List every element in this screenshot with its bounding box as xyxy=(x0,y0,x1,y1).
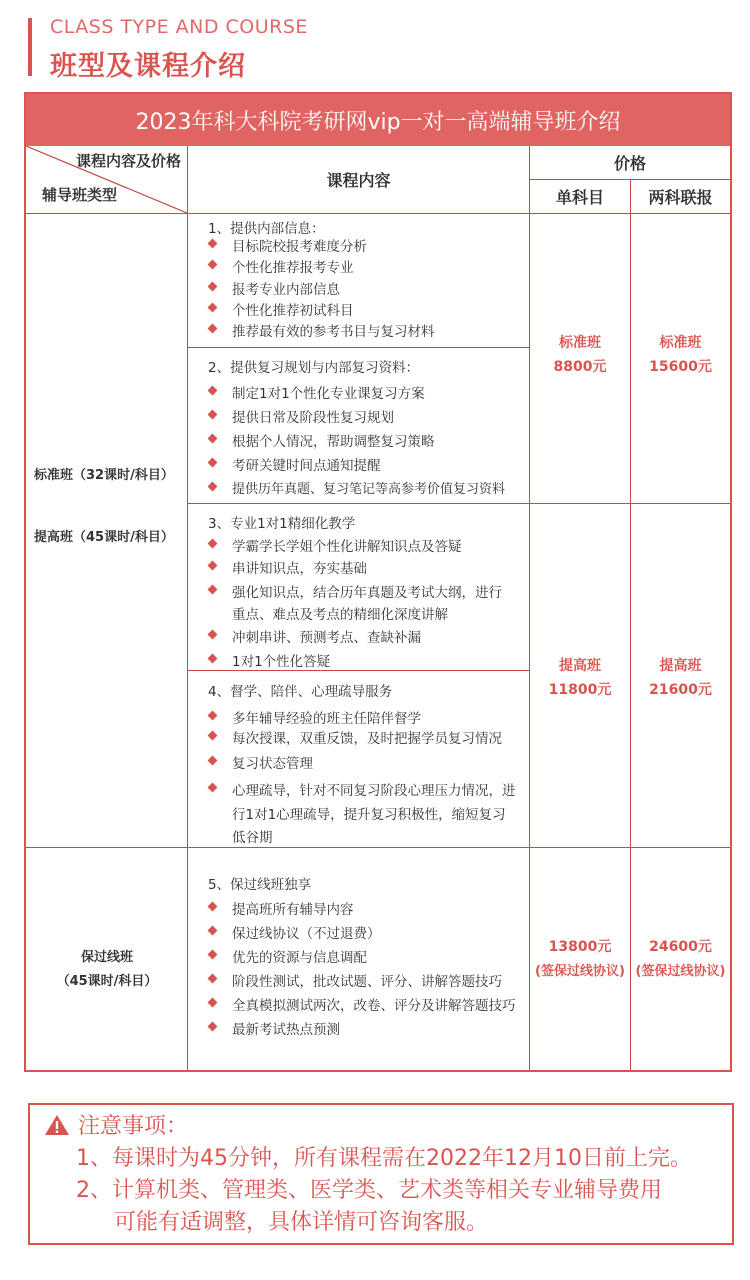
price-advanced-double xyxy=(631,504,730,848)
price-guarantee-double xyxy=(631,848,730,1070)
section-heading: 2、提供复习规划与内部复习资料： xyxy=(208,360,420,376)
price-value: 8800元 xyxy=(553,359,607,375)
list-item: 阶段性测试，批改试题、评分、讲解答题技巧 xyxy=(232,970,502,990)
diamond-bullet-icon xyxy=(208,998,218,1008)
type-standard: 标准班（32课时/科目） xyxy=(34,468,174,483)
notice-header xyxy=(44,1109,188,1140)
list-item: 强化知识点，结合历年真题及考试大纲，进行 xyxy=(232,581,502,601)
notice-line-2: 2、计算机类、管理类、医学类、艺术类等相关专业辅导费用 xyxy=(76,1178,662,1203)
table-title: 2023年科大科院考研网vip一对一高端辅导班介绍 xyxy=(26,94,730,146)
section-2 xyxy=(188,348,530,504)
list-item: 考研关键时间点通知提醒 xyxy=(232,454,381,474)
list-item: 提高班所有辅导内容 xyxy=(232,898,354,918)
list-item: 报考专业内部信息 xyxy=(232,278,340,298)
list-item: 全真模拟测试两次，改卷、评分及讲解答题技巧 xyxy=(232,994,516,1014)
section-3 xyxy=(188,504,530,671)
diamond-bullet-icon xyxy=(208,731,218,741)
diamond-bullet-icon xyxy=(208,926,218,936)
list-item-continuation: 低谷期 xyxy=(232,830,273,846)
diamond-bullet-icon xyxy=(208,324,218,334)
diamond-bullet-icon xyxy=(208,303,218,313)
section-heading: 1、提供内部信息： xyxy=(208,221,325,237)
list-item: 优先的资源与信息调配 xyxy=(232,946,367,966)
list-item: 1对1个性化答疑 xyxy=(232,650,330,670)
list-item: 个性化推荐初试科目 xyxy=(232,299,354,319)
content-header: 课程内容 xyxy=(188,146,530,214)
price-value: 21600元 xyxy=(649,682,712,698)
type-cell-standard-advanced xyxy=(26,214,188,848)
list-item: 个性化推荐报考专业 xyxy=(232,256,354,276)
diamond-bullet-icon xyxy=(208,539,218,549)
list-item: 制定1对1个性化专业课复习方案 xyxy=(232,382,425,402)
diamond-bullet-icon xyxy=(208,902,218,912)
section-title: 班型及课程介绍 xyxy=(50,51,246,82)
list-item: 串讲知识点，夯实基础 xyxy=(232,557,367,577)
list-item: 每次授课，双重反馈，及时把握学员复习情况 xyxy=(232,727,502,747)
diamond-bullet-icon xyxy=(208,783,218,793)
diamond-bullet-icon xyxy=(208,974,218,984)
diag-header-bottom: 辅导班类型 xyxy=(42,186,118,204)
diamond-bullet-icon xyxy=(208,239,218,249)
notice-box xyxy=(28,1103,734,1245)
price-advanced-single xyxy=(530,504,631,848)
price-value: 15600元 xyxy=(649,359,712,375)
list-item: 提供历年真题、复习笔记等高参考价值复习资料 xyxy=(232,478,505,497)
price-tier-name: 提高班 xyxy=(659,658,702,674)
notice-line-1: 1、每课时为45分钟，所有课程需在2022年12月10日前上完。 xyxy=(76,1146,692,1171)
list-item: 保过线协议（不过退费） xyxy=(232,922,381,942)
section-heading: 5、保过线班独享 xyxy=(208,877,312,893)
single-subject-header: 单科目 xyxy=(530,180,631,214)
diamond-bullet-icon xyxy=(208,711,218,721)
diagonal-header-cell xyxy=(26,146,188,214)
list-item: 复习状态管理 xyxy=(232,752,313,772)
type-cell-guarantee xyxy=(26,848,188,1070)
list-item: 冲刺串讲、预测考点、查缺补漏 xyxy=(232,626,421,646)
list-item: 学霸学长学姐个性化讲解知识点及答疑 xyxy=(232,535,462,555)
price-tier-name: 标准班 xyxy=(559,335,601,351)
section-4 xyxy=(188,671,530,848)
diamond-bullet-icon xyxy=(208,756,218,766)
price-standard-single xyxy=(530,214,631,504)
list-item: 目标院校报考难度分析 xyxy=(232,235,367,255)
section-1 xyxy=(188,214,530,348)
type-guarantee-hours: （45课时/科目） xyxy=(56,974,158,989)
price-note: (签保过线协议) xyxy=(535,964,625,979)
price-guarantee-single xyxy=(530,848,631,1070)
diamond-bullet-icon xyxy=(208,585,218,595)
price-header: 价格 xyxy=(530,146,730,180)
double-subject-header: 两科联报 xyxy=(631,180,730,214)
diag-header-top: 课程内容及价格 xyxy=(75,152,181,170)
list-item: 多年辅导经验的班主任陪伴督学 xyxy=(232,707,421,727)
list-item: 最新考试热点预测 xyxy=(232,1018,340,1038)
header-accent-bar xyxy=(28,18,32,76)
diamond-bullet-icon xyxy=(208,482,218,492)
price-tier-name: 标准班 xyxy=(659,335,702,351)
diamond-bullet-icon xyxy=(208,282,218,292)
warning-icon xyxy=(44,1114,70,1136)
diamond-bullet-icon xyxy=(208,950,218,960)
list-item: 根据个人情况，帮助调整复习策略 xyxy=(232,430,435,450)
diamond-bullet-icon xyxy=(208,630,218,640)
notice-line-3: 可能有适调整，具体详情可咨询客服。 xyxy=(114,1210,489,1235)
diamond-bullet-icon xyxy=(208,561,218,571)
price-tier-name: 提高班 xyxy=(559,658,601,674)
price-value: 13800元 xyxy=(548,939,612,955)
list-item: 推荐最有效的参考书目与复习材料 xyxy=(232,320,435,340)
list-item: 提供日常及阶段性复习规划 xyxy=(232,406,394,426)
notice-title: 注意事项： xyxy=(78,1114,189,1139)
list-item-continuation: 重点、难点及考点的精细化深度讲解 xyxy=(232,607,448,623)
type-guarantee-name: 保过线班 xyxy=(80,950,133,965)
course-table xyxy=(24,92,732,1072)
section-heading: 3、专业1对1精细化教学 xyxy=(208,516,356,532)
section-5 xyxy=(188,848,530,1070)
diamond-bullet-icon xyxy=(208,1022,218,1032)
type-advanced: 提高班（45课时/科目） xyxy=(34,530,174,545)
list-item: 心理疏导，针对不同复习阶段心理压力情况，进 xyxy=(232,779,516,799)
section-subtitle: CLASS TYPE AND COURSE xyxy=(50,16,308,38)
list-item-continuation: 行1对1心理疏导，提升复习积极性，缩短复习 xyxy=(232,807,506,823)
section-heading: 4、督学、陪伴、心理疏导服务 xyxy=(208,684,393,700)
diamond-bullet-icon xyxy=(208,654,218,664)
diamond-bullet-icon xyxy=(208,260,218,270)
diamond-bullet-icon xyxy=(208,458,218,468)
diamond-bullet-icon xyxy=(208,410,218,420)
diamond-bullet-icon xyxy=(208,386,218,396)
price-standard-double xyxy=(631,214,730,504)
price-value: 11800元 xyxy=(548,682,612,698)
price-value: 24600元 xyxy=(649,939,712,955)
diamond-bullet-icon xyxy=(208,434,218,444)
price-note: (签保过线协议) xyxy=(635,964,726,979)
